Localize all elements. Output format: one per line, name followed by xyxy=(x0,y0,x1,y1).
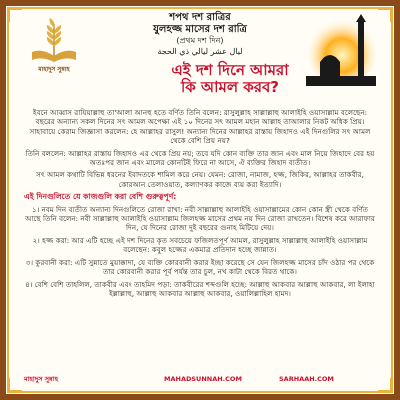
headline xyxy=(136,62,324,96)
headline-line-1: এই দশ দিনে আমরা xyxy=(171,61,289,79)
article-body xyxy=(24,108,376,301)
title-arabic: ليال عشر ليالي ذي الحجة xyxy=(157,47,243,56)
logo-caption: মাহাদুস সুন্নাহ xyxy=(38,66,70,73)
footer-logo-text: মাহাদুস সুন্নাহ xyxy=(24,375,59,383)
intro-paragraph-1: ইবনে আব্বাস রাযিয়াল্লাহু তা'আলা আনহু হতে বর্ণিত তিনি বলেন: রাসুলুল্লাহ সাল্লাল্লাহু আলাইহি ওয়াসাল্লাম বলেছেন: বছরের অন্যান্য সকল দিনের সৎ আমল অপেক্ষা এই ১০ দিনের সৎ আমল মহান আল্লাহ তাআলার নিকট অধিক প্রিয়। সাহাবায়ে কেরাম জিজ্ঞাসা করলেন: হে আল্লাহর রাসুল! অন্যান্য দিনের আল্লাহর রাস্তায় জিহাদও এই দিনগুলির সৎ আমল থেকে বেশি প্রিয় নয়? xyxy=(29,108,371,146)
book-wheat-logo-icon xyxy=(28,16,80,66)
intro-paragraph-3: সৎ আমল কথাটি বিভিন্ন ধরনের ইবাদতকে শামিল করে নেয়। যেমন: রোজা, নামাজ, হজ্জ, জিকির, আল্লাহর তাকবীর, কোরআন তেলাওয়াত, কল্যাণকর কাজে ব্যয় করা ইত্যাদি। xyxy=(36,170,364,189)
footer-link-sarhaah[interactable]: SARHAAH.COM xyxy=(279,375,334,383)
list-item-4: ৪। বেশি বেশি তাহলিল, তাকবীর এবং তাহমিদ পড়া: তাকবীরের শব্দগুলি হচ্ছে: আল্লাহু আকবার আল্লাহু আকবার, লা ইলাহা ইল্লাল্লাহু, আল্লাহু আকবার আল্লাহু আকবার, ওয়ালিল্লাহিল হামদ। xyxy=(25,279,375,298)
headline-line-2: কি আমল করব? xyxy=(180,78,280,96)
list-item-2: ২। হজ্জ করা: আর এটি হচ্ছে এই দশ দিনের কৃত সবচেয়ে ফজিলতপূর্ণ আমল, রাসুলুল্লাহ সাল্লাল্লাহু আলাইহি ওয়াসাল্লাম বলেছেন: কবুল হজ্জের একমাত্র প্রতিদান হচ্ছে জান্নাত। xyxy=(32,235,368,255)
title-line-1: শপথ দশ রাত্রির xyxy=(169,12,231,23)
title-line-2: যুলহজ্জ মাসের দশ রাত্রি xyxy=(153,24,247,35)
footer xyxy=(14,374,386,386)
footer-link-mahadsunnah[interactable]: MAHADSUNNAH.COM xyxy=(164,375,242,383)
list-item-3: ৩। কুরবানী করা: এটি সুন্নাতে মুয়াক্কাদা, যে ব্যক্তি কোরবানী করার ইচ্ছা করেছে সে যেন জিলহজ্জ মাসের চাঁদ ওঠার পর থেকে তার কোরবানী করার পূর্ব পর্যন্ত তার চুল, নখ কাটা থেকে বিরত থাকে। xyxy=(25,257,375,277)
list-item-1: ১। নবম দিন ব্যতীত অন্যান্য দিনগুলিতে রোজা রাখা: নবী সাল্লাল্লাহু আলাইহি ওয়াসাল্লামের কোন কোন স্ত্রী থেকে বর্ণিত আছে তিনি বলেন: নবী সাল্লাল্লাহু আলাইহি ওয়াসাল্লাম জিলহজ্জ মাসের প্রথম নয় দিন রোজা রাখতেন। বিশেষ করে আরাফার দিন, যে দিনের রোজা দুই বছরের গুনাহ মিটিয়ে দেয়। xyxy=(25,204,375,233)
intro-paragraph-2: তিনি বললেন: আল্লাহর রাস্তায় জিহাদও এর থেকে প্রিয় নয়; তবে যদি কোন ব্যক্তি তার জান এবং মাল নিয়ে জিহাদে বের হয় অতঃপর জান এবং মালের কোনটিই ফিরে না আসে, ঐ ব্যক্তির জিহাদ ব্যতীত। xyxy=(25,148,375,168)
subheading: এই দিনগুলিতে যে কাজগুলি করা বেশি গুরুত্বপূর্ণ: xyxy=(24,192,177,202)
title-line-3: (প্রথম দশ দিন) xyxy=(176,36,224,45)
title-block xyxy=(110,12,290,58)
